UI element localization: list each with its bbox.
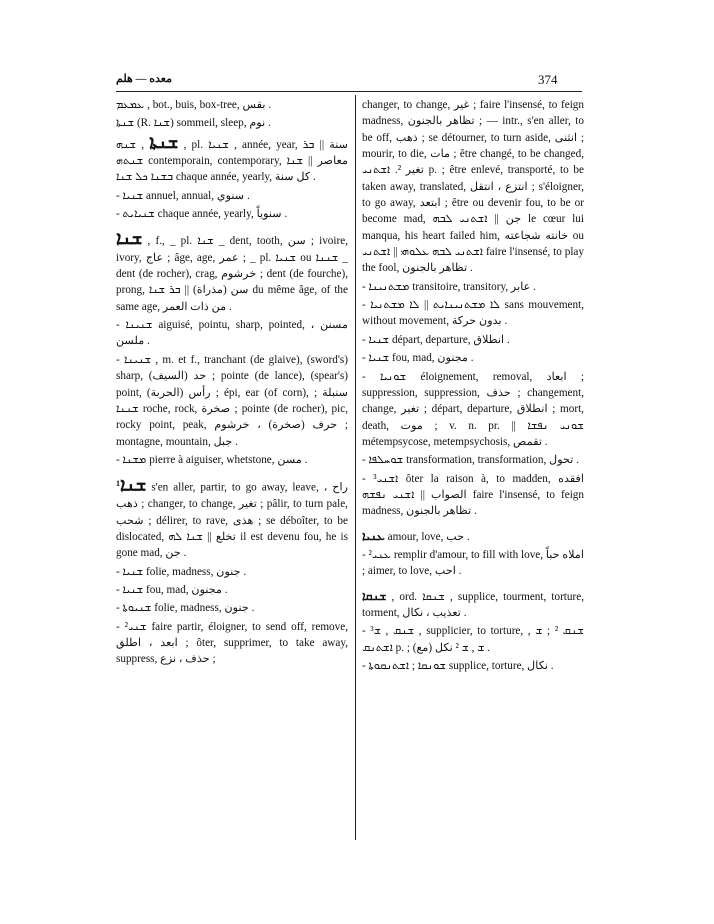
entry-text: - ܫܢܝܐ annuel, annual, سنوي . [116,189,250,202]
dictionary-entry [362,588,584,622]
dictionary-entry [116,230,348,315]
entry-text: - ³ܫܢܩ , ܫ , supplicier, to torture, ܫܢܩ ² ; ܫ , ܐܫܬܢܩ p. ; ܫ , ܫ ² نكل (مع) . [362,625,584,654]
dictionary-entry [116,582,348,598]
entry-text: - ܫܢܝܐ folie, madness, جنون . [116,565,247,578]
dictionary-entry [116,97,348,113]
dictionary-entry [362,279,584,295]
entry-text: , ord. ܫܢܩܐ , supplice, tourment, torture, torment, تعذيب ، نكال . [362,590,584,619]
page-number: 374 [538,72,558,87]
entry-text: - ܫܢܝܐ départ, departure, انطلاق . [362,333,510,346]
entry-text: - ܫܢܝܘܬܐ folie, madness, جنون . [116,602,255,615]
dictionary-entry [116,619,348,668]
homonym-number: 1 [116,479,120,489]
entry-text: - ²ܫܢܝ faire partir, éloigner, to send off, remove, ابعد ، اطلق ; ôter, supprimer, to take away, suppress, حذف ، نزع ; [116,620,348,666]
dictionary-entry [362,547,584,580]
dictionary-entry [116,206,348,222]
entry-text: - ²ܥܢܝ remplir d'amour, to fill with love, املاه حباً ; aimer, to love, احب . [362,548,584,578]
right-column [362,97,584,676]
headword: ܫܢܐ [120,474,147,495]
entry-text: - ܫܢܝܢܐ aiguisé, pointu, sharp, pointed, مسنن ، ملسن . [116,319,348,348]
entry-text: - ܫܘܢܩܐ ; ܐܫܬܢܩܘܬܐ supplice, torture, نكال . [362,660,554,672]
dictionary-entry [362,332,584,348]
headword: ܫܢܐ [116,228,143,249]
dictionary-entry [116,476,348,561]
entry-text: s'en aller, partir, to go away, leave, راح ، ذهب ; changer, to change, تغير ; pâlir, to turn pale, شحب ; délirer, to rave, هذى ; se déboîter, to be dislocated, تخلع || ܫܢܐ ܠܗ il est devenu fou, he is gone mad, جن . [116,481,349,560]
dictionary-entry [362,528,584,545]
entry-text: - ܠܐ ܡܫܬܢܝܢܐܝܬ || ܠܐ ܡܫܬܢܝܐ sans mouvement, without movement, بدون حركة . [362,299,584,328]
dictionary-entry [362,297,584,330]
entry-text: - ܫܘܢܝܐ éloignement, removal, ابعاد ; suppression, suppression, حذف ; changement, change, تغير ; départ, departure, انطلاق ; mort, death, موت ; v. n. pr. || ܫܘܢܝ ܢܦܫܐ métempsycose, metempsychosis, تقمص . [362,370,585,448]
headword: ܫܢܬܐ [149,131,179,152]
dictionary-entry [116,600,348,616]
dictionary-entry [116,131,349,186]
entry-text: - ܫܢܝܐܝܬ chaque année, yearly, سنوياً . [116,208,288,221]
entry-text: - ³ܐܫܢܝ ôter la raison à, to madden, افقده الصواب || ܐܫܢܝ ܢܦܫܗ faire l'insensé, to feign madness, تظاهر بالجنون . [362,472,584,518]
dictionary-entry [362,658,584,674]
entry-text: - ܡܫܬܢܝܢܐ transitoire, transitory, عابر . [362,280,536,293]
entry-text: - ܫܢܝܐ fou, mad, مجنون . [116,584,228,597]
entry-text: - ܡܫܢܐ pierre à aiguiser, whetstone, مسن . [116,453,308,466]
page-header [116,72,582,90]
dictionary-entry [362,471,584,520]
entry-text: changer, to change, غير ; faire l'insensé, to feign madness, تظاهر بالجنون ; — intr., s'en aller, to be off, ذهب ; se détourner, to turn aside, انثنى ; mourir, to die, مات ; être changé, to be changed, تغير ². ܐܫܬܢܝ p. ; être enlevé, transporté, to be taken away, translated, انتزع ، انتقل ; s'éloigner, to go away, ابتعد ; être ou devenir fou, to be or become mad, جن || ܐܫܬܢܝ ܠܒܗ le cœur lui manqua, his heart failed him, خانته شجاعته ou ܐܫܬܢܝ ܠܒܗ ܥܠܘܗܝ || ܐܫܬܢܝ faire l'insensé, to play the fool, تظاهر بالجنون . [362,99,585,275]
dictionary-entry [362,452,584,468]
dictionary-entry [362,350,584,366]
column-divider [355,95,356,840]
entry-text: - ܫܢܝܐ fou, mad, مجنون . [362,352,474,365]
left-column [116,97,348,670]
dictionary-entry [362,623,584,656]
entry-text: amour, love, حب . [384,530,470,543]
dictionary-entry [116,352,348,450]
headword: ܥܢܝܐ [362,528,385,543]
entry-text: - ܫܢܝܢܐ , m. et f., tranchant (de glaive), (sword's) sharp, حد (السيف) ; pointe (de lance), (spear's) point, رأس (الحربة) ; épi, ear (of corn), سنبلة ; ܫܢܢܐ roche, rock, صخرة ; pointe (de rocher), pic, rocky point, peak, حرف (صخرة) ، خرشوم ; montagne, mountain, جبل . [116,353,348,448]
dictionary-entry [362,97,584,277]
dictionary-entry [116,452,348,468]
dictionary-entry [362,369,584,451]
running-head: معده — هلم [116,73,172,85]
entry-text: , f., _ pl. ܫܢܐ _ dent, tooth, سن ; ivoire, ivory, عاج ; âge, age, عمر ; _ pl. ܫܢܝܐ ou ܫܢܢܐ _ dent (de rocher), crag, خرشوم ; dent (de fourche), prong, سن (مذراة) || ܒܪ ܫܢܐ du même âge, of the same age, من ذات العمر . [116,235,349,313]
entry-text: ܫܢܬܐ (R. ܫܢܐ) sommeil, sleep, نوم . [116,117,271,130]
entry-text: - ܫܘܚܠܦܐ transformation, transformation, تحول . [362,454,579,467]
headword: ܫܢܩܐ [362,588,387,603]
dictionary-entry [116,564,348,580]
header-rule [116,91,582,92]
dictionary-entry [116,317,348,350]
dictionary-entry [116,188,348,204]
dictionary-entry [116,115,348,131]
entry-text: , ܫܢܗ , pl. ܫܢܝܐ , année, year, سنة || ܒܪ ܫܢܬܗ contemporain, contemporary, معاصر || ܫܢܐ ܒܫܢܐ ܟܠ ܫܢܐ chaque année, yearly, كل سنة . [116,138,349,184]
entry-text: ܥܡܥܡ , bot., buis, box-tree, بقس . [116,99,272,111]
